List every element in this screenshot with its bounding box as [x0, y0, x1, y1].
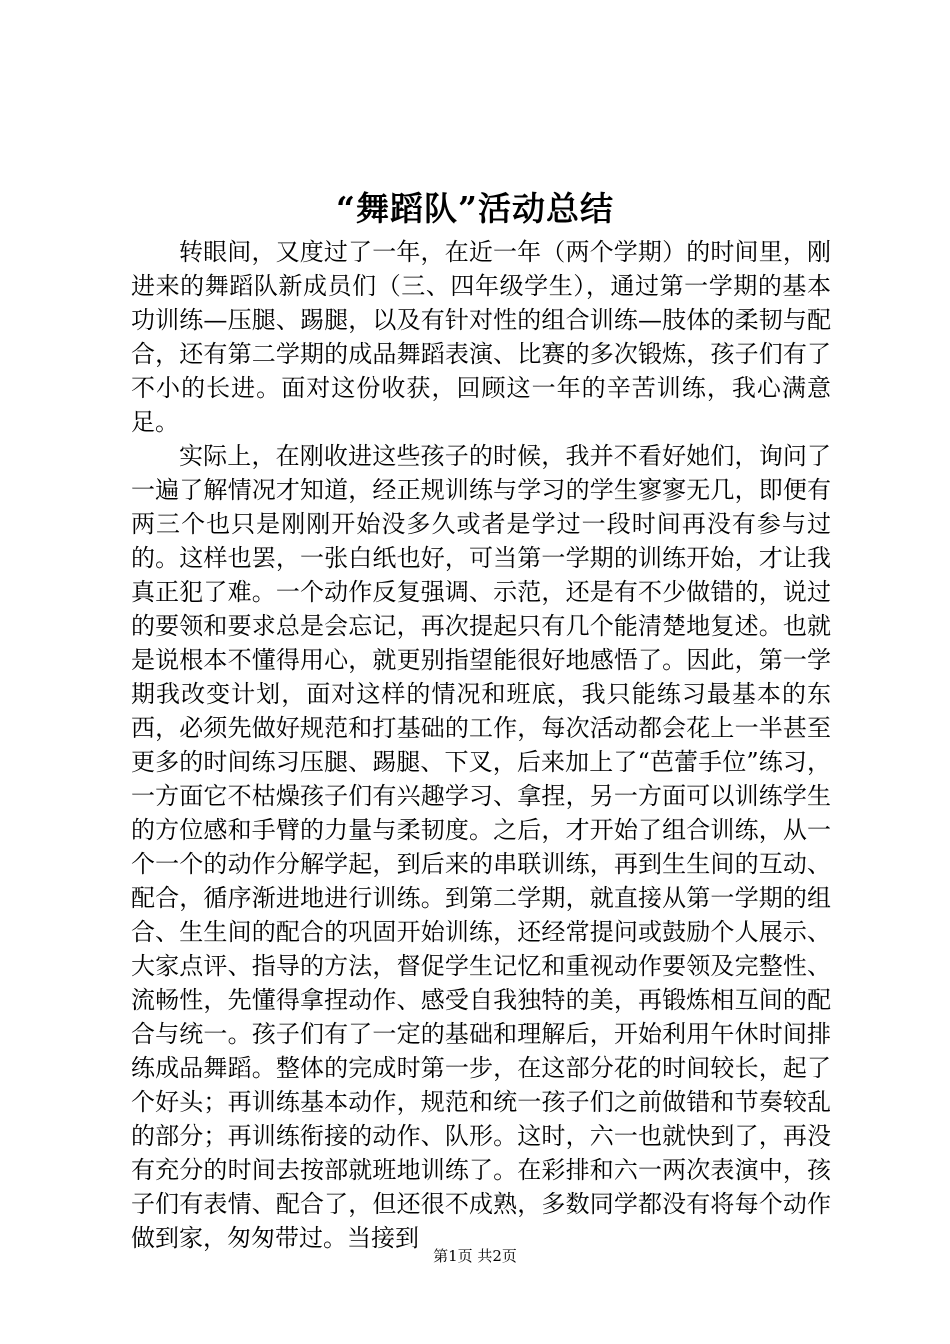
document-body	[131, 235, 831, 1255]
paragraph-2: 实际上，在刚收进这些孩子的时候，我并不看好她们，询问了一遍了解情况才知道，经正规训练与学习的学生寥寥无几，即便有两三个也只是刚刚开始没多久或者是学过一段时间再没有参与过的。这样也罢，一张白纸也好，可当第一学期的训练开始，才让我真正犯了难。一个动作反复强调、示范，还是有不少做错的，说过的要领和要求总是会忘记，再次提起只有几个能清楚地复述。也就是说根本不懂得用心，就更别指望能很好地感悟了。因此，第一学期我改变计划，面对这样的情况和班底，我只能练习最基本的东西，必须先做好规范和打基础的工作，每次活动都会花上一半甚至更多的时间练习压腿、踢腿、下叉，后来加上了“芭蕾手位”练习，一方面它不枯燥孩子们有兴趣学习、拿捏，另一方面可以训练学生的方位感和手臂的力量与柔韧度。之后，才开始了组合训练，从一个一个的动作分解学起，到后来的串联训练，再到生生间的互动、配合，循序渐进地进行训练。到第二学期，就直接从第一学期的组合、生生间的配合的巩固开始训练，还经常提问或鼓励个人展示、大家点评、指导的方法，督促学生记忆和重视动作要领及完整性、流畅性，先懂得拿捏动作、感受自我独特的美，再锻炼相互间的配合与统一。孩子们有了一定的基础和理解后，开始利用午休时间排练成品舞蹈。整体的完成时第一步，在这部分花的时间较长，起了个好头；再训练基本动作，规范和统一孩子们之前做错和节奏较乱的部分；再训练衔接的动作、队形。这时，六一也就快到了，再没有充分的时间去按部就班地训练了。在彩排和六一两次表演中，孩子们有表情、配合了，但还很不成熟，多数同学都没有将每个动作做到家，匆匆带过。当接到	[131, 442, 831, 1252]
paragraph-1: 转眼间，又度过了一年，在近一年（两个学期）的时间里，刚进来的舞蹈队新成员们（三、四年级学生），通过第一学期的基本功训练—压腿、踢腿，以及有针对性的组合训练—肢体的柔韧与配合，还有第二学期的成品舞蹈表演、比赛的多次锻炼，孩子们有了不小的长进。面对这份收获，回顾这一年的辛苦训练，我心满意足。	[131, 238, 831, 436]
document-title: “舞蹈队”活动总结	[336, 189, 614, 228]
page-footer: 第1页 共2页	[433, 1247, 517, 1265]
